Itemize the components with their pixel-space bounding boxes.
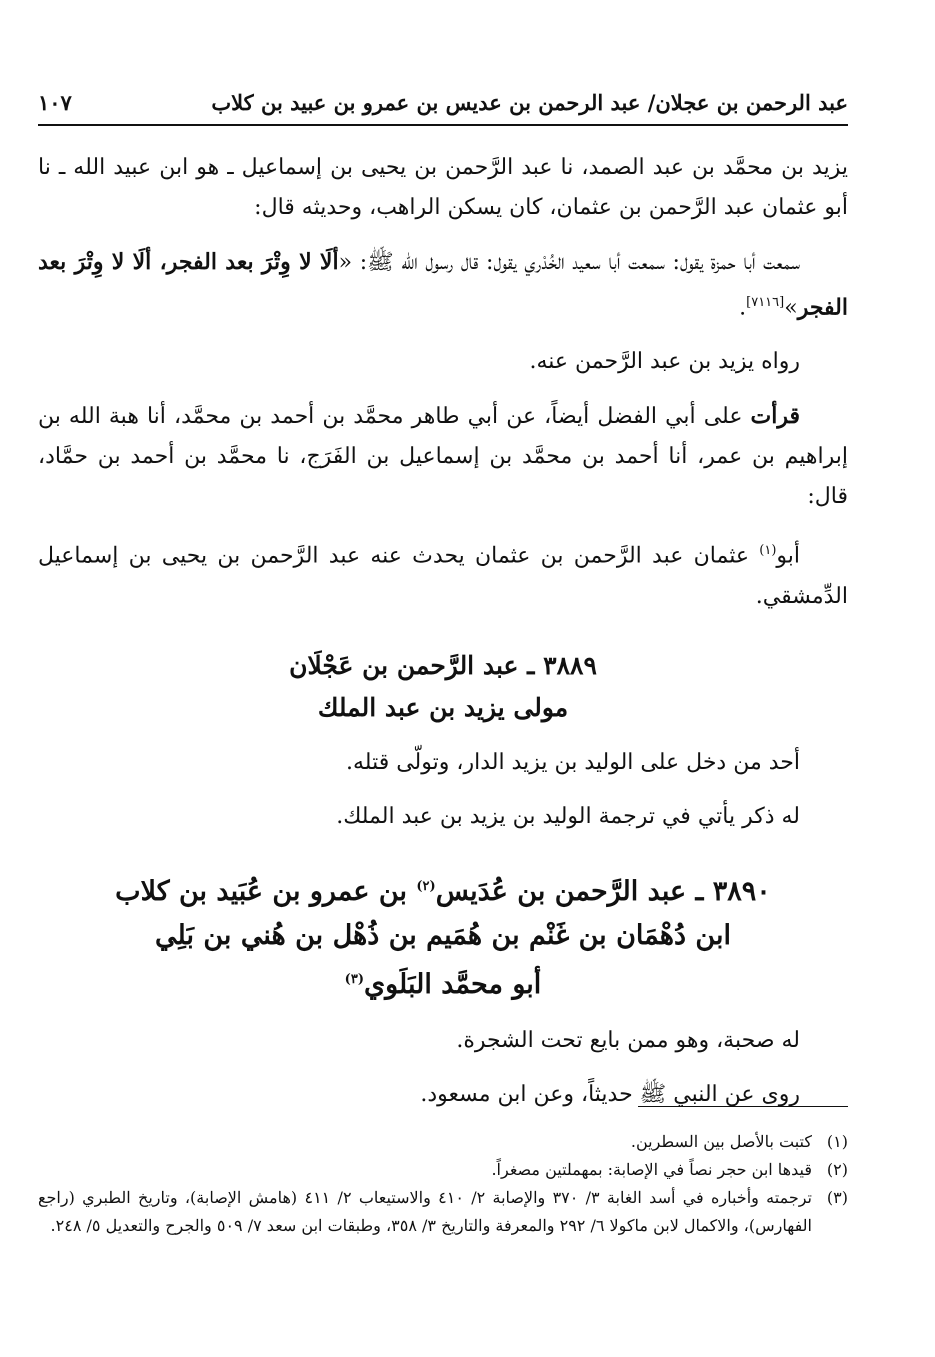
hadith-ref: [٧١١٦] (746, 295, 785, 310)
entry-3889-heading: ٣٨٨٩ ـ عبد الرَّحمن بن عَجْلَان (289, 650, 597, 680)
footnote-number: (١) (826, 1132, 848, 1151)
footnote-number: (٢) (826, 1160, 848, 1179)
footnote-text: كتبت بالأصل بين السطرين. (630, 1132, 812, 1151)
entry-3890-heading (38, 865, 848, 914)
footnotes (38, 1128, 848, 1240)
footnote-marker-1: (١) (759, 543, 777, 559)
footnote-separator (638, 1106, 848, 1107)
entry-3889-text-2: له ذكر يأتي في ترجمة الوليد بن يزيد بن عبد الملك. (336, 803, 800, 829)
main-text (38, 148, 848, 1115)
entry-3890-title: ٣٨٩٠ ـ عبد الرَّحمن بن عُدَيس (435, 875, 771, 907)
abu-uthman-text: عثمان عبد الرَّحمن بن عثمان يحدث عنه عبد الرَّحمن بن يحيى بن إسماعيل الدِّمشقي. (38, 543, 848, 609)
abu-word: أبو (776, 543, 800, 569)
page-number: ١٠٧ (38, 90, 72, 115)
entry-3890-heading-line-2: ابن دُهْمَان بن غَنْم بن هُمَيم بن ذُهْل بن هُني بن بَلِي (155, 919, 731, 951)
reading-text: على أبي الفضل أيضاً، عن أبي طاهر محمَّد بن أحمد بن محمَّد، أنا هبة الله بن إبراهيم بن عمر، أنا أحمد بن محمَّد بن إسماعيل بن الفَرَج، نا محمَّد بن أحمد بن حمَّاد، قال: (38, 404, 848, 510)
entry-3890-text-1: له صحبة، وهو ممن بايع تحت الشجرة. (456, 1027, 800, 1053)
entry-3889-subheading: مولى يزيد بن عبد الملك (317, 692, 569, 722)
hadith-end: . (739, 295, 747, 321)
entry-3889-text-1: أحد من دخل على الوليد بن يزيد الدار، وتولّى قتله. (346, 749, 800, 775)
footnote-text: قيدها ابن حجر نصاً في الإصابة: بمهملتين مصغراً. (491, 1160, 812, 1179)
entry-3890-lineage: بن عمرو بن عُبَيد بن كلاب (115, 875, 417, 907)
entry-3890-heading-line-3 (38, 958, 848, 1007)
reading-lead: قرأت (750, 403, 800, 430)
entry-3890-kunya: أبو محمَّد البَلَوي (363, 968, 542, 1000)
hadith-close: » (784, 295, 798, 321)
paragraph-chain: يزيد بن محمَّد بن عبد الصمد، نا عبد الرَّحمن بن يحيى بن إسماعيل ـ هو ابن عبيد الله ـ نا أبو عثمان عبد الرَّحمن بن عثمان، كان يسكن الراهب، وحديثه قال: (38, 155, 848, 220)
paragraph-narration: رواه يزيد بن عبد الرَّحمن عنه. (529, 349, 800, 375)
paragraph-reading (38, 396, 848, 517)
paragraph-hadith (38, 242, 848, 328)
footnote-number: (٣) (826, 1188, 848, 1207)
footnote-item (38, 1156, 848, 1184)
entry-3890-text-2: روى عن النبي ﷺ حديثاً، وعن ابن مسعود. (420, 1081, 800, 1107)
running-title: عبد الرحمن بن عجلان/ عبد الرحمن بن عديس بن عمرو بن عبيد بن كلاب (211, 90, 848, 115)
footnote-item (38, 1184, 848, 1240)
footnote-marker-3: (٣) (344, 971, 364, 987)
footnote-marker-2: (٢) (416, 878, 436, 894)
footnote-item (38, 1128, 848, 1156)
hadith-intro: سمعت أبا حمزة يقول: سمعت أبا سعيد الخُدْري يقول: قال رسول الله ﷺ: « (338, 250, 800, 275)
page-header (38, 88, 848, 126)
hadith-text: ألَا لا وِتْرَ بعد الفجر، ألَا لا وِتْرَ بعد الفجر (38, 249, 848, 321)
paragraph-abu-uthman (38, 531, 848, 616)
footnote-text: ترجمته وأخباره في أسد الغابة ٣/ ٣٧٠ والإصابة ٢/ ٤١٠ والاستيعاب ٢/ ٤١١ (هامش الإصابة)، وتاريخ الطبري (راجع الفهارس)، والاكمال لابن ماكولا ٦/ ٢٩٢ والمعرفة والتاريخ ٣/ ٣٥٨، وطبقات ابن سعد ٧/ ٥٠٩ والجرح والتعديل ٥/ ٢٤٨. (38, 1188, 812, 1235)
